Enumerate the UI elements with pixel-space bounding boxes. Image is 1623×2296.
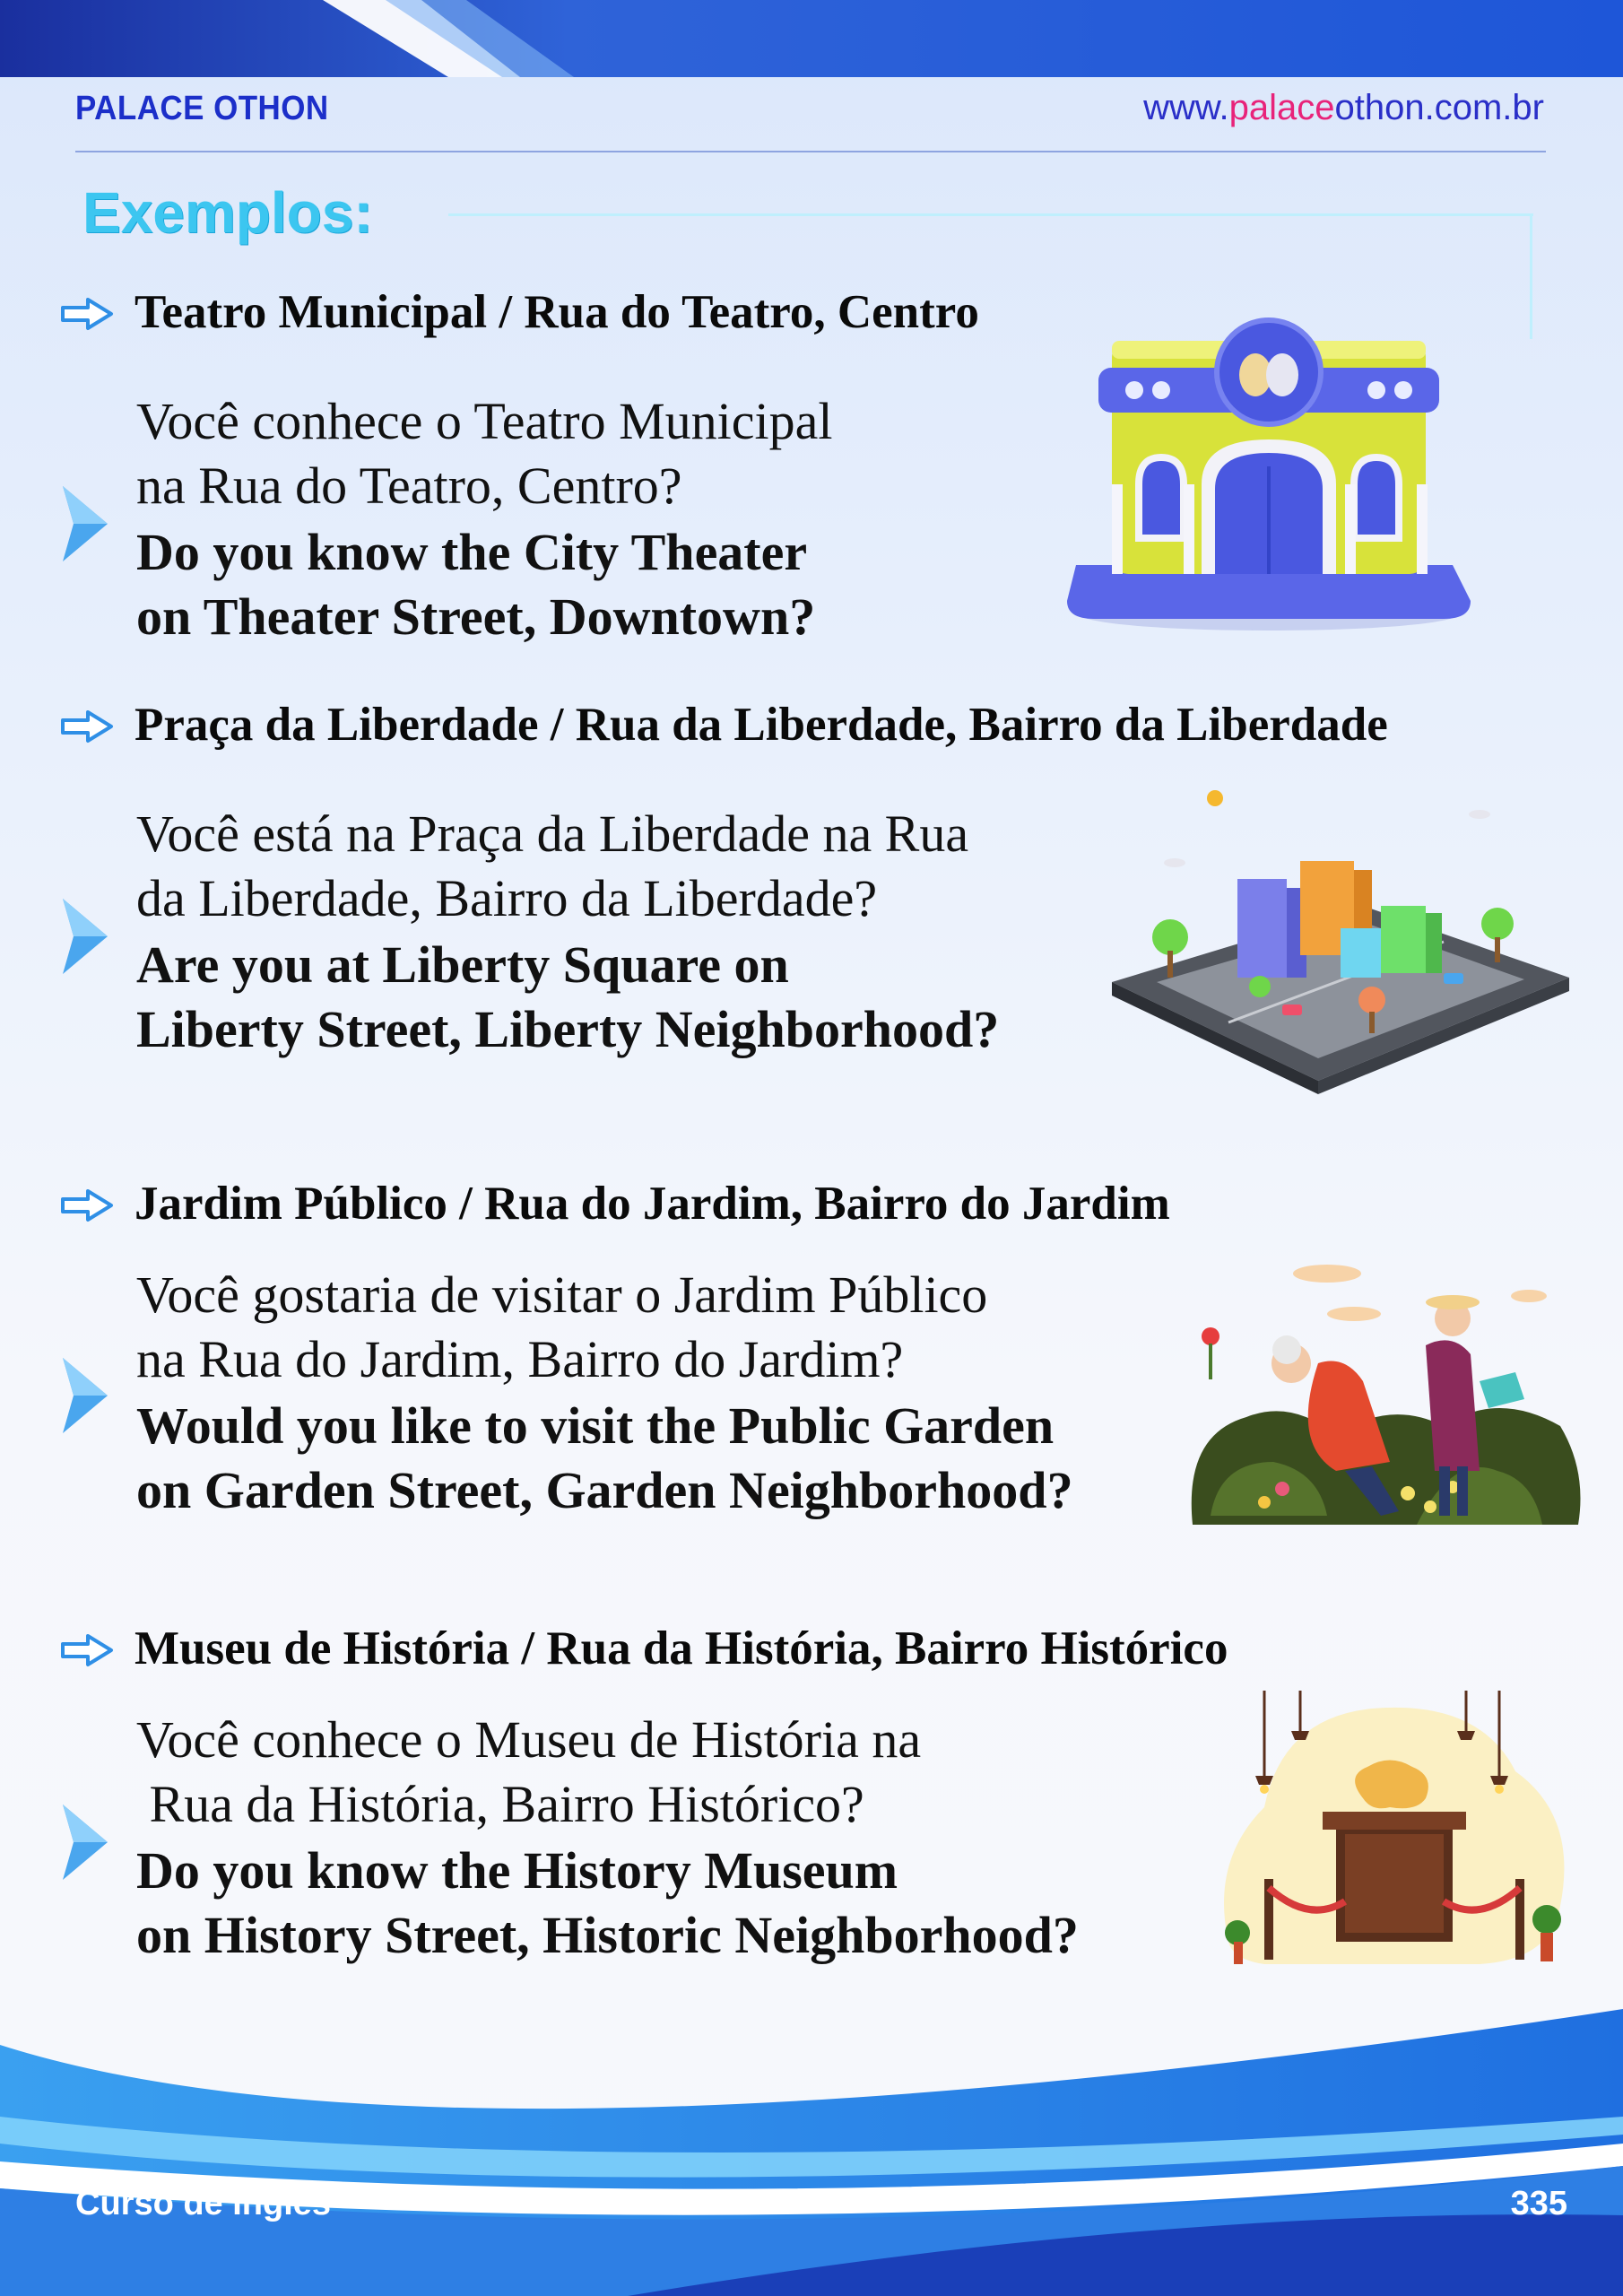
triangle-bullet-icon	[59, 1354, 111, 1437]
example-title: Praça da Liberdade / Rua da Liberdade, Bairro da Liberdade	[135, 699, 1388, 751]
header-divider	[75, 151, 1546, 152]
url-suffix: othon.com.br	[1334, 88, 1544, 127]
english-line: on Garden Street, Garden Neighborhood?	[136, 1461, 1073, 1519]
arrow-right-icon	[59, 1187, 115, 1223]
example-title: Teatro Municipal / Rua do Teatro, Centro	[135, 286, 979, 338]
gardeners-icon	[1184, 1247, 1587, 1534]
portuguese-line: Você conhece o Museu de História na	[136, 1710, 922, 1769]
top-banner	[0, 0, 1623, 77]
arrow-right-icon	[59, 296, 115, 332]
english-line: Would you like to visit the Public Garden	[136, 1396, 1055, 1455]
website-url[interactable]	[1143, 88, 1544, 128]
page-number: 335	[1510, 2185, 1567, 2222]
portuguese-line: Rua da História, Bairro Histórico?	[136, 1775, 864, 1833]
arrow-right-icon	[59, 709, 115, 744]
english-line: Do you know the History Museum	[136, 1841, 898, 1900]
triangle-bullet-icon	[59, 483, 111, 565]
english-line: Do you know the City Theater	[136, 523, 808, 581]
portuguese-line: Você está na Praça da Liberdade na Rua	[136, 804, 969, 863]
english-line: on Theater Street, Downtown?	[136, 587, 816, 646]
brand-name: PALACE OTHON	[75, 90, 329, 127]
triangle-bullet-icon	[59, 1801, 111, 1883]
museum-exhibit-icon	[1211, 1691, 1578, 1973]
url-accent: palace	[1228, 88, 1335, 127]
portuguese-line: na Rua do Teatro, Centro?	[136, 457, 682, 515]
portuguese-line: da Liberdade, Bairro da Liberdade?	[136, 869, 878, 927]
portuguese-line: Você gostaria de visitar o Jardim Público	[136, 1265, 988, 1324]
page-heading: Exemplos:	[82, 180, 373, 245]
arrow-right-icon	[59, 1632, 115, 1668]
english-line: on History Street, Historic Neighborhood?	[136, 1906, 1079, 1964]
heading-rule	[448, 213, 1533, 216]
footer-course-label: Curso de Inglês	[75, 2185, 332, 2222]
city-block-icon	[1103, 780, 1578, 1094]
english-line: Are you at Liberty Square on	[136, 935, 789, 994]
example-title: Jardim Público / Rua do Jardim, Bairro do Jardim	[135, 1178, 1170, 1230]
english-line: Liberty Street, Liberty Neighborhood?	[136, 1000, 1000, 1058]
bottom-banner	[0, 2009, 1623, 2296]
theater-icon	[1058, 305, 1480, 637]
heading-rule-vertical	[1530, 213, 1532, 339]
portuguese-line: Você conhece o Teatro Municipal	[136, 392, 833, 450]
portuguese-line: na Rua do Jardim, Bairro do Jardim?	[136, 1330, 904, 1388]
triangle-bullet-icon	[59, 895, 111, 978]
example-title: Museu de História / Rua da História, Bairro Histórico	[135, 1622, 1228, 1674]
url-prefix: www.	[1143, 88, 1229, 127]
